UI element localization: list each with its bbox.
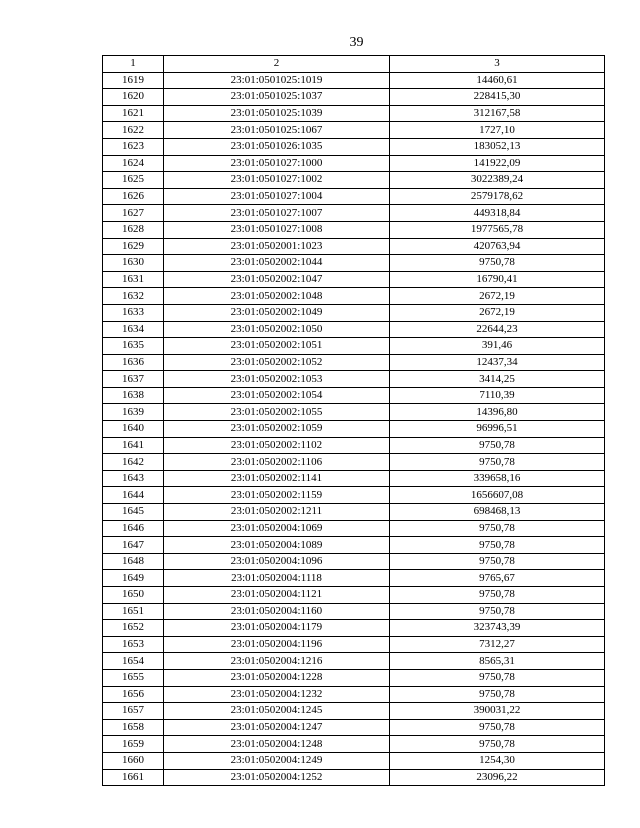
table-body xyxy=(103,72,605,786)
value-cell: 9750,78 xyxy=(390,553,605,570)
table-row xyxy=(103,454,605,471)
cadastral-number-cell: 23:01:0501025:1037 xyxy=(164,89,390,106)
cadastral-number-cell: 23:01:0502004:1249 xyxy=(164,752,390,769)
table-row xyxy=(103,387,605,404)
row-number-cell: 1644 xyxy=(103,487,164,504)
value-cell: 9750,78 xyxy=(390,255,605,272)
cadastral-number-cell: 23:01:0502002:1047 xyxy=(164,271,390,288)
value-cell: 9750,78 xyxy=(390,454,605,471)
table-row xyxy=(103,719,605,736)
cadastral-number-cell: 23:01:0501027:1004 xyxy=(164,188,390,205)
table-row xyxy=(103,437,605,454)
row-number-cell: 1637 xyxy=(103,371,164,388)
value-cell: 323743,39 xyxy=(390,620,605,637)
row-number-cell: 1659 xyxy=(103,736,164,753)
value-cell: 3414,25 xyxy=(390,371,605,388)
cadastral-number-cell: 23:01:0502002:1102 xyxy=(164,437,390,454)
cadastral-number-cell: 23:01:0502002:1049 xyxy=(164,304,390,321)
row-number-cell: 1638 xyxy=(103,387,164,404)
cadastral-number-cell: 23:01:0502002:1052 xyxy=(164,354,390,371)
row-number-cell: 1620 xyxy=(103,89,164,106)
cadastral-number-cell: 23:01:0502002:1050 xyxy=(164,321,390,338)
table-row xyxy=(103,752,605,769)
row-number-cell: 1639 xyxy=(103,404,164,421)
value-cell: 9750,78 xyxy=(390,686,605,703)
cadastral-number-cell: 23:01:0502004:1252 xyxy=(164,769,390,786)
cadastral-number-cell: 23:01:0502004:1096 xyxy=(164,553,390,570)
row-number-cell: 1649 xyxy=(103,570,164,587)
cadastral-number-cell: 23:01:0502004:1228 xyxy=(164,669,390,686)
row-number-cell: 1652 xyxy=(103,620,164,637)
value-cell: 9750,78 xyxy=(390,520,605,537)
row-number-cell: 1636 xyxy=(103,354,164,371)
value-cell: 228415,30 xyxy=(390,89,605,106)
row-number-cell: 1641 xyxy=(103,437,164,454)
value-cell: 16790,41 xyxy=(390,271,605,288)
column-header-3: 3 xyxy=(390,56,605,73)
cadastral-number-cell: 23:01:0502004:1232 xyxy=(164,686,390,703)
value-cell: 9750,78 xyxy=(390,669,605,686)
value-cell: 449318,84 xyxy=(390,205,605,222)
row-number-cell: 1623 xyxy=(103,138,164,155)
column-header-1: 1 xyxy=(103,56,164,73)
table-row xyxy=(103,603,605,620)
value-cell: 1254,30 xyxy=(390,752,605,769)
row-number-cell: 1646 xyxy=(103,520,164,537)
row-number-cell: 1650 xyxy=(103,587,164,604)
value-cell: 14396,80 xyxy=(390,404,605,421)
value-cell: 8565,31 xyxy=(390,653,605,670)
table-row xyxy=(103,587,605,604)
table-row xyxy=(103,354,605,371)
value-cell: 9750,78 xyxy=(390,603,605,620)
value-cell: 7110,39 xyxy=(390,387,605,404)
value-cell: 183052,13 xyxy=(390,138,605,155)
cadastral-number-cell: 23:01:0501027:1008 xyxy=(164,221,390,238)
value-cell: 141922,09 xyxy=(390,155,605,172)
cadastral-number-cell: 23:01:0502002:1054 xyxy=(164,387,390,404)
row-number-cell: 1632 xyxy=(103,288,164,305)
row-number-cell: 1629 xyxy=(103,238,164,255)
cadastral-number-cell: 23:01:0501027:1007 xyxy=(164,205,390,222)
row-number-cell: 1656 xyxy=(103,686,164,703)
row-number-cell: 1645 xyxy=(103,504,164,521)
row-number-cell: 1643 xyxy=(103,470,164,487)
cadastral-number-cell: 23:01:0502002:1053 xyxy=(164,371,390,388)
cadastral-number-cell: 23:01:0502002:1055 xyxy=(164,404,390,421)
table-row xyxy=(103,205,605,222)
table-row xyxy=(103,520,605,537)
table-row xyxy=(103,288,605,305)
row-number-cell: 1627 xyxy=(103,205,164,222)
table-row xyxy=(103,271,605,288)
row-number-cell: 1654 xyxy=(103,653,164,670)
table-row xyxy=(103,155,605,172)
value-cell: 9750,78 xyxy=(390,736,605,753)
cadastral-number-cell: 23:01:0502001:1023 xyxy=(164,238,390,255)
table-row xyxy=(103,686,605,703)
row-number-cell: 1633 xyxy=(103,304,164,321)
cadastral-number-cell: 23:01:0501026:1035 xyxy=(164,138,390,155)
cadastral-number-cell: 23:01:0502004:1216 xyxy=(164,653,390,670)
table-row xyxy=(103,72,605,89)
value-cell: 391,46 xyxy=(390,338,605,355)
value-cell: 2672,19 xyxy=(390,304,605,321)
cadastral-number-cell: 23:01:0502002:1044 xyxy=(164,255,390,272)
value-cell: 1727,10 xyxy=(390,122,605,139)
cadastral-number-cell: 23:01:0501025:1039 xyxy=(164,105,390,122)
row-number-cell: 1653 xyxy=(103,636,164,653)
cadastral-number-cell: 23:01:0501025:1019 xyxy=(164,72,390,89)
value-cell: 9750,78 xyxy=(390,437,605,454)
cadastral-number-cell: 23:01:0502002:1051 xyxy=(164,338,390,355)
row-number-cell: 1622 xyxy=(103,122,164,139)
value-cell: 12437,34 xyxy=(390,354,605,371)
cadastral-number-cell: 23:01:0502002:1211 xyxy=(164,504,390,521)
value-cell: 23096,22 xyxy=(390,769,605,786)
cadastral-number-cell: 23:01:0502002:1048 xyxy=(164,288,390,305)
value-cell: 3022389,24 xyxy=(390,172,605,189)
table-row xyxy=(103,338,605,355)
header-row xyxy=(103,56,605,73)
table-row xyxy=(103,255,605,272)
row-number-cell: 1621 xyxy=(103,105,164,122)
value-cell: 9750,78 xyxy=(390,587,605,604)
table-row xyxy=(103,669,605,686)
table-row xyxy=(103,105,605,122)
row-number-cell: 1635 xyxy=(103,338,164,355)
row-number-cell: 1651 xyxy=(103,603,164,620)
cadastral-number-cell: 23:01:0502004:1089 xyxy=(164,537,390,554)
table-row xyxy=(103,172,605,189)
row-number-cell: 1647 xyxy=(103,537,164,554)
value-cell: 312167,58 xyxy=(390,105,605,122)
row-number-cell: 1631 xyxy=(103,271,164,288)
table-row xyxy=(103,504,605,521)
row-number-cell: 1619 xyxy=(103,72,164,89)
table-row xyxy=(103,321,605,338)
table-row xyxy=(103,89,605,106)
column-header-2: 2 xyxy=(164,56,390,73)
row-number-cell: 1628 xyxy=(103,221,164,238)
row-number-cell: 1624 xyxy=(103,155,164,172)
table-row xyxy=(103,304,605,321)
row-number-cell: 1625 xyxy=(103,172,164,189)
table-row xyxy=(103,188,605,205)
cadastral-number-cell: 23:01:0501027:1002 xyxy=(164,172,390,189)
value-cell: 390031,22 xyxy=(390,703,605,720)
value-cell: 420763,94 xyxy=(390,238,605,255)
cadastral-number-cell: 23:01:0502004:1160 xyxy=(164,603,390,620)
value-cell: 1977565,78 xyxy=(390,221,605,238)
value-cell: 7312,27 xyxy=(390,636,605,653)
value-cell: 339658,16 xyxy=(390,470,605,487)
value-cell: 9750,78 xyxy=(390,537,605,554)
table-row xyxy=(103,470,605,487)
cadastral-number-cell: 23:01:0502004:1245 xyxy=(164,703,390,720)
row-number-cell: 1660 xyxy=(103,752,164,769)
cadastral-number-cell: 23:01:0502002:1106 xyxy=(164,454,390,471)
row-number-cell: 1661 xyxy=(103,769,164,786)
value-cell: 2579178,62 xyxy=(390,188,605,205)
table-row xyxy=(103,371,605,388)
cadastral-number-cell: 23:01:0502002:1159 xyxy=(164,487,390,504)
cadastral-number-cell: 23:01:0502004:1118 xyxy=(164,570,390,587)
cadastral-number-cell: 23:01:0501025:1067 xyxy=(164,122,390,139)
value-cell: 9765,67 xyxy=(390,570,605,587)
table-row xyxy=(103,620,605,637)
table-row xyxy=(103,404,605,421)
table-row xyxy=(103,487,605,504)
table-row xyxy=(103,238,605,255)
table-row xyxy=(103,421,605,438)
table-row xyxy=(103,122,605,139)
row-number-cell: 1655 xyxy=(103,669,164,686)
row-number-cell: 1630 xyxy=(103,255,164,272)
row-number-cell: 1658 xyxy=(103,719,164,736)
cadastral-number-cell: 23:01:0502004:1196 xyxy=(164,636,390,653)
value-cell: 22644,23 xyxy=(390,321,605,338)
cadastral-number-cell: 23:01:0502004:1069 xyxy=(164,520,390,537)
table-row xyxy=(103,553,605,570)
cadastral-number-cell: 23:01:0502002:1059 xyxy=(164,421,390,438)
table-row xyxy=(103,138,605,155)
cadastral-number-cell: 23:01:0501027:1000 xyxy=(164,155,390,172)
value-cell: 96996,51 xyxy=(390,421,605,438)
row-number-cell: 1657 xyxy=(103,703,164,720)
row-number-cell: 1626 xyxy=(103,188,164,205)
data-table xyxy=(102,55,605,786)
value-cell: 2672,19 xyxy=(390,288,605,305)
table-row xyxy=(103,570,605,587)
table-row xyxy=(103,221,605,238)
cadastral-number-cell: 23:01:0502004:1247 xyxy=(164,719,390,736)
value-cell: 14460,61 xyxy=(390,72,605,89)
cadastral-number-cell: 23:01:0502004:1121 xyxy=(164,587,390,604)
table-header xyxy=(103,56,605,73)
cadastral-number-cell: 23:01:0502004:1248 xyxy=(164,736,390,753)
value-cell: 1656607,08 xyxy=(390,487,605,504)
row-number-cell: 1642 xyxy=(103,454,164,471)
row-number-cell: 1634 xyxy=(103,321,164,338)
table-row xyxy=(103,636,605,653)
cadastral-number-cell: 23:01:0502004:1179 xyxy=(164,620,390,637)
table-row xyxy=(103,537,605,554)
table-row xyxy=(103,769,605,786)
table-row xyxy=(103,653,605,670)
row-number-cell: 1648 xyxy=(103,553,164,570)
cadastral-number-cell: 23:01:0502002:1141 xyxy=(164,470,390,487)
row-number-cell: 1640 xyxy=(103,421,164,438)
table-row xyxy=(103,736,605,753)
table-row xyxy=(103,703,605,720)
value-cell: 698468,13 xyxy=(390,504,605,521)
page-number: 39 xyxy=(349,35,364,50)
value-cell: 9750,78 xyxy=(390,719,605,736)
